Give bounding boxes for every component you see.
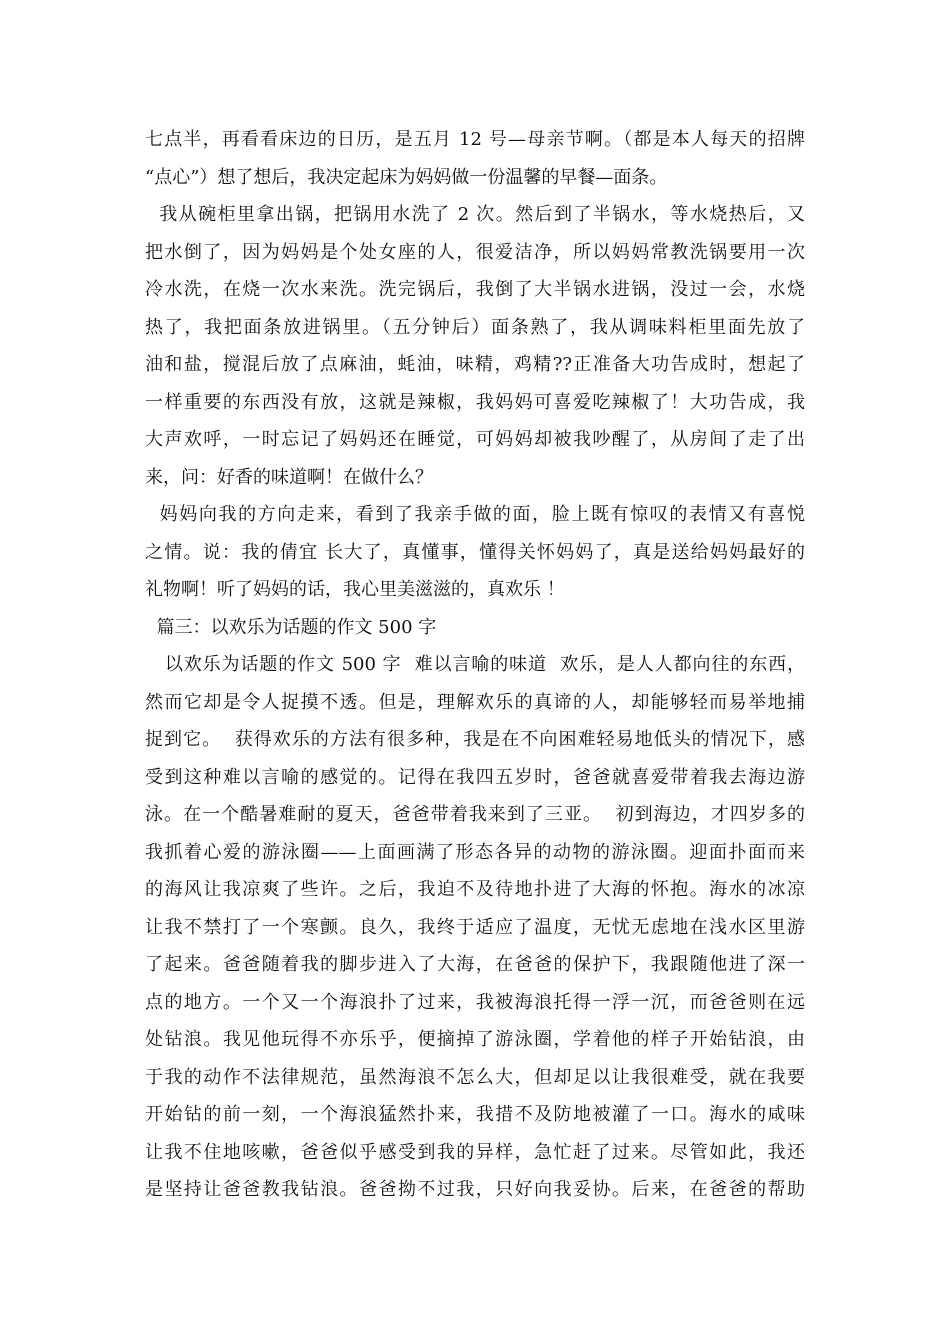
text-line: 受到这种难以言喻的感觉的。记得在我四五岁时，爸爸就喜爱带着我去海边游 bbox=[145, 766, 805, 788]
text-line: 礼物啊！听了妈妈的话，我心里美滋滋的，真欢乐 ！ bbox=[145, 579, 565, 600]
text-line: 之情。说：我的倩宜 长大了，真懂事，懂得关怀妈妈了，真是送给妈妈最好的 bbox=[145, 541, 805, 563]
text-line: 让我不住地咳嗽，爸爸似乎感受到我的异样，急忙赶了过来。尽管如此，我还 bbox=[145, 1141, 805, 1163]
text-line: 于我的动作不法律规范，虽然海浪不怎么大，但却足以让我很难受，就在我要 bbox=[145, 1066, 805, 1088]
text-line: 热了，我把面条放进锅里。（五分钟后）面条熟了，我从调味料柜里面先放了 bbox=[145, 316, 805, 338]
text-line: 的海风让我凉爽了些许。之后，我迫不及待地扑进了大海的怀抱。海水的冰凉 bbox=[145, 879, 805, 900]
text-line: 七点半，再看看床边的日历，是五月 12 号—母亲节啊。（都是本人每天的招牌 bbox=[145, 129, 805, 150]
text-line: 我抓着心爱的游泳圈——上面画满了形态各异的动物的游泳圈。迎面扑面而来 bbox=[145, 841, 805, 863]
text-line: 来，问：好香的味道啊！在做什么？ bbox=[145, 466, 433, 488]
text-line: 把水倒了，因为妈妈是个处女座的人，很爱洁净，所以妈妈常教洗锅要用一次 bbox=[145, 241, 805, 263]
text-line: 妈妈向我的方向走来，看到了我亲手做的面，脸上既有惊叹的表情又有喜悦 bbox=[145, 504, 805, 525]
text-line: 捉到它。 获得欢乐的方法有很多种，我是在不向困难轻易地低头的情况下，感 bbox=[145, 729, 805, 750]
text-line: 是坚持让爸爸教我钻浪。爸爸拗不过我，只好向我妥协。后来，在爸爸的帮助 bbox=[145, 1179, 805, 1200]
text-line: “点心”）想了想后，我决定起床为妈妈做一份温馨的早餐—面条。 bbox=[145, 166, 668, 188]
text-line: 以欢乐为话题的作文 500 字 难以言喻的味道 欢乐，是人人都向往的东西， bbox=[145, 654, 805, 675]
text-line: 我从碗柜里拿出锅，把锅用水洗了 2 次。然后到了半锅水，等水烧热后，又 bbox=[145, 204, 805, 225]
text-line: 了起来。爸爸随着我的脚步进入了大海，在爸爸的保护下，我跟随他进了深一 bbox=[145, 954, 805, 975]
text-line: 大声欢呼，一时忘记了妈妈还在睡觉，可妈妈却被我吵醒了，从房间了走了出 bbox=[145, 429, 805, 450]
text-line: 然而它却是令人捉摸不透。但是，理解欢乐的真谛的人，却能够轻而易举地捕 bbox=[145, 691, 805, 713]
text-line: 处钻浪。我见他玩得不亦乐乎，便摘掉了游泳圈，学着他的样子开始钻浪，由 bbox=[145, 1029, 805, 1050]
text-line: 油和盐，搅混后放了点麻油，蚝油，味精，鸡精??正准备大功告成时，想起了 bbox=[145, 354, 805, 375]
text-line: 一样重要的东西没有放，这就是辣椒，我妈妈可喜爱吃辣椒了！大功告成，我 bbox=[145, 391, 805, 413]
text-line: 泳。在一个酷暑难耐的夏天，爸爸带着我来到了三亚。 初到海边，才四岁多的 bbox=[145, 804, 805, 825]
text-line: 点的地方。一个又一个海浪扑了过来，我被海浪托得一浮一沉，而爸爸则在远 bbox=[145, 991, 805, 1013]
document-page bbox=[145, 121, 805, 1209]
text-line: 冷水洗，在烧一次水来洗。洗完锅后，我倒了大半锅水进锅，没过一会，水烧 bbox=[145, 279, 805, 300]
text-line: 开始钻的前一刻，一个海浪猛然扑来，我措不及防地被灌了一口。海水的咸味 bbox=[145, 1104, 805, 1125]
section-heading: 篇三：以欢乐为话题的作文 500 字 bbox=[145, 616, 437, 638]
text-line: 让我不禁打了一个寒颤。良久，我终于适应了温度，无忧无虑地在浅水区里游 bbox=[145, 916, 805, 938]
